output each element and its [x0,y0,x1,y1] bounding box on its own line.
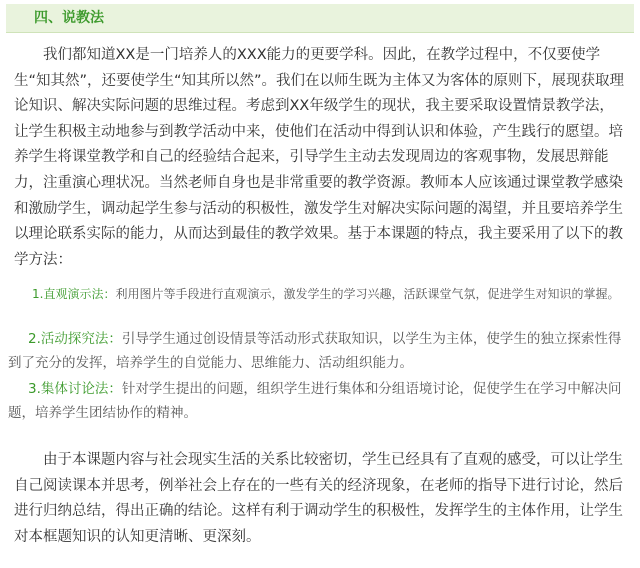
section-heading: 四、说教法 [34,10,104,26]
method-item-1 [8,283,630,305]
intro-paragraph: 我们都知道XX是一门培养人的XXX能力的更要学科。因此，在教学过程中，不仅要使学生“知其然”，还要使学生“知其所以然”。我们在以师生既为主体又为客体的原则下，展现获取理论知识、解决实际问题的思维过程。考虑到XX年级学生的现状，我主要采取设置情景教学法，让学生积极主动地参与到教学活动中来，使他们在活动中得到认识和体验，产生践行的愿望。培养学生将课堂教学和自己的经验结合起来，引导学生主动去发现周边的客观事物，发展思辩能力，注重演心理状况。当然老师自身也是非常重要的教学资源。教师本人应该通过课堂教学感染和激励学生，调动起学生参与活动的积极性，激发学生对解决实际问题的渴望，并且要培养学生以理论联系实际的能力，从而达到最佳的教学效果。基于本课题的特点，我主要采用了以下的教学方法： [14,47,625,268]
method-item-3 [8,377,630,425]
section-heading-bar [6,4,634,33]
method-text: 针对学生提出的问题，组织学生进行集体和分组语境讨论，促使学生在学习中解决问题，培养学生团结协作的精神。 [8,381,622,421]
method-text: 引导学生通过创设情景等活动形式获取知识，以学生为主体，使学生的独立探索性得到了充分的发挥，培养学生的自觉能力、思维能力、活动组织能力。 [8,331,622,371]
method-number: 2. [28,331,41,347]
method-label: 直观演示法： [43,287,116,301]
method-number: 3. [28,381,41,397]
method-label: 集体讨论法： [40,381,122,397]
method-label: 活动探究法： [40,331,122,347]
method-number: 1. [32,287,44,301]
closing-paragraph: 由于本课题内容与社会现实生活的关系比较密切，学生已经具有了直观的感受，可以让学生自己阅读课本并思考，例举社会上存在的一些有关的经济现象，在老师的指导下进行讨论，然后进行归纳总结，得出正确的结论。这样有利于调动学生的积极性，发挥学生的主体作用，让学生对本框题知识的认知更清晰、更深刻。 [14,452,623,545]
method-text: 利用图片等手段进行直观演示，激发学生的学习兴趣，活跃课堂气氛，促进学生对知识的掌握。 [115,287,620,301]
method-item-2 [8,327,630,375]
